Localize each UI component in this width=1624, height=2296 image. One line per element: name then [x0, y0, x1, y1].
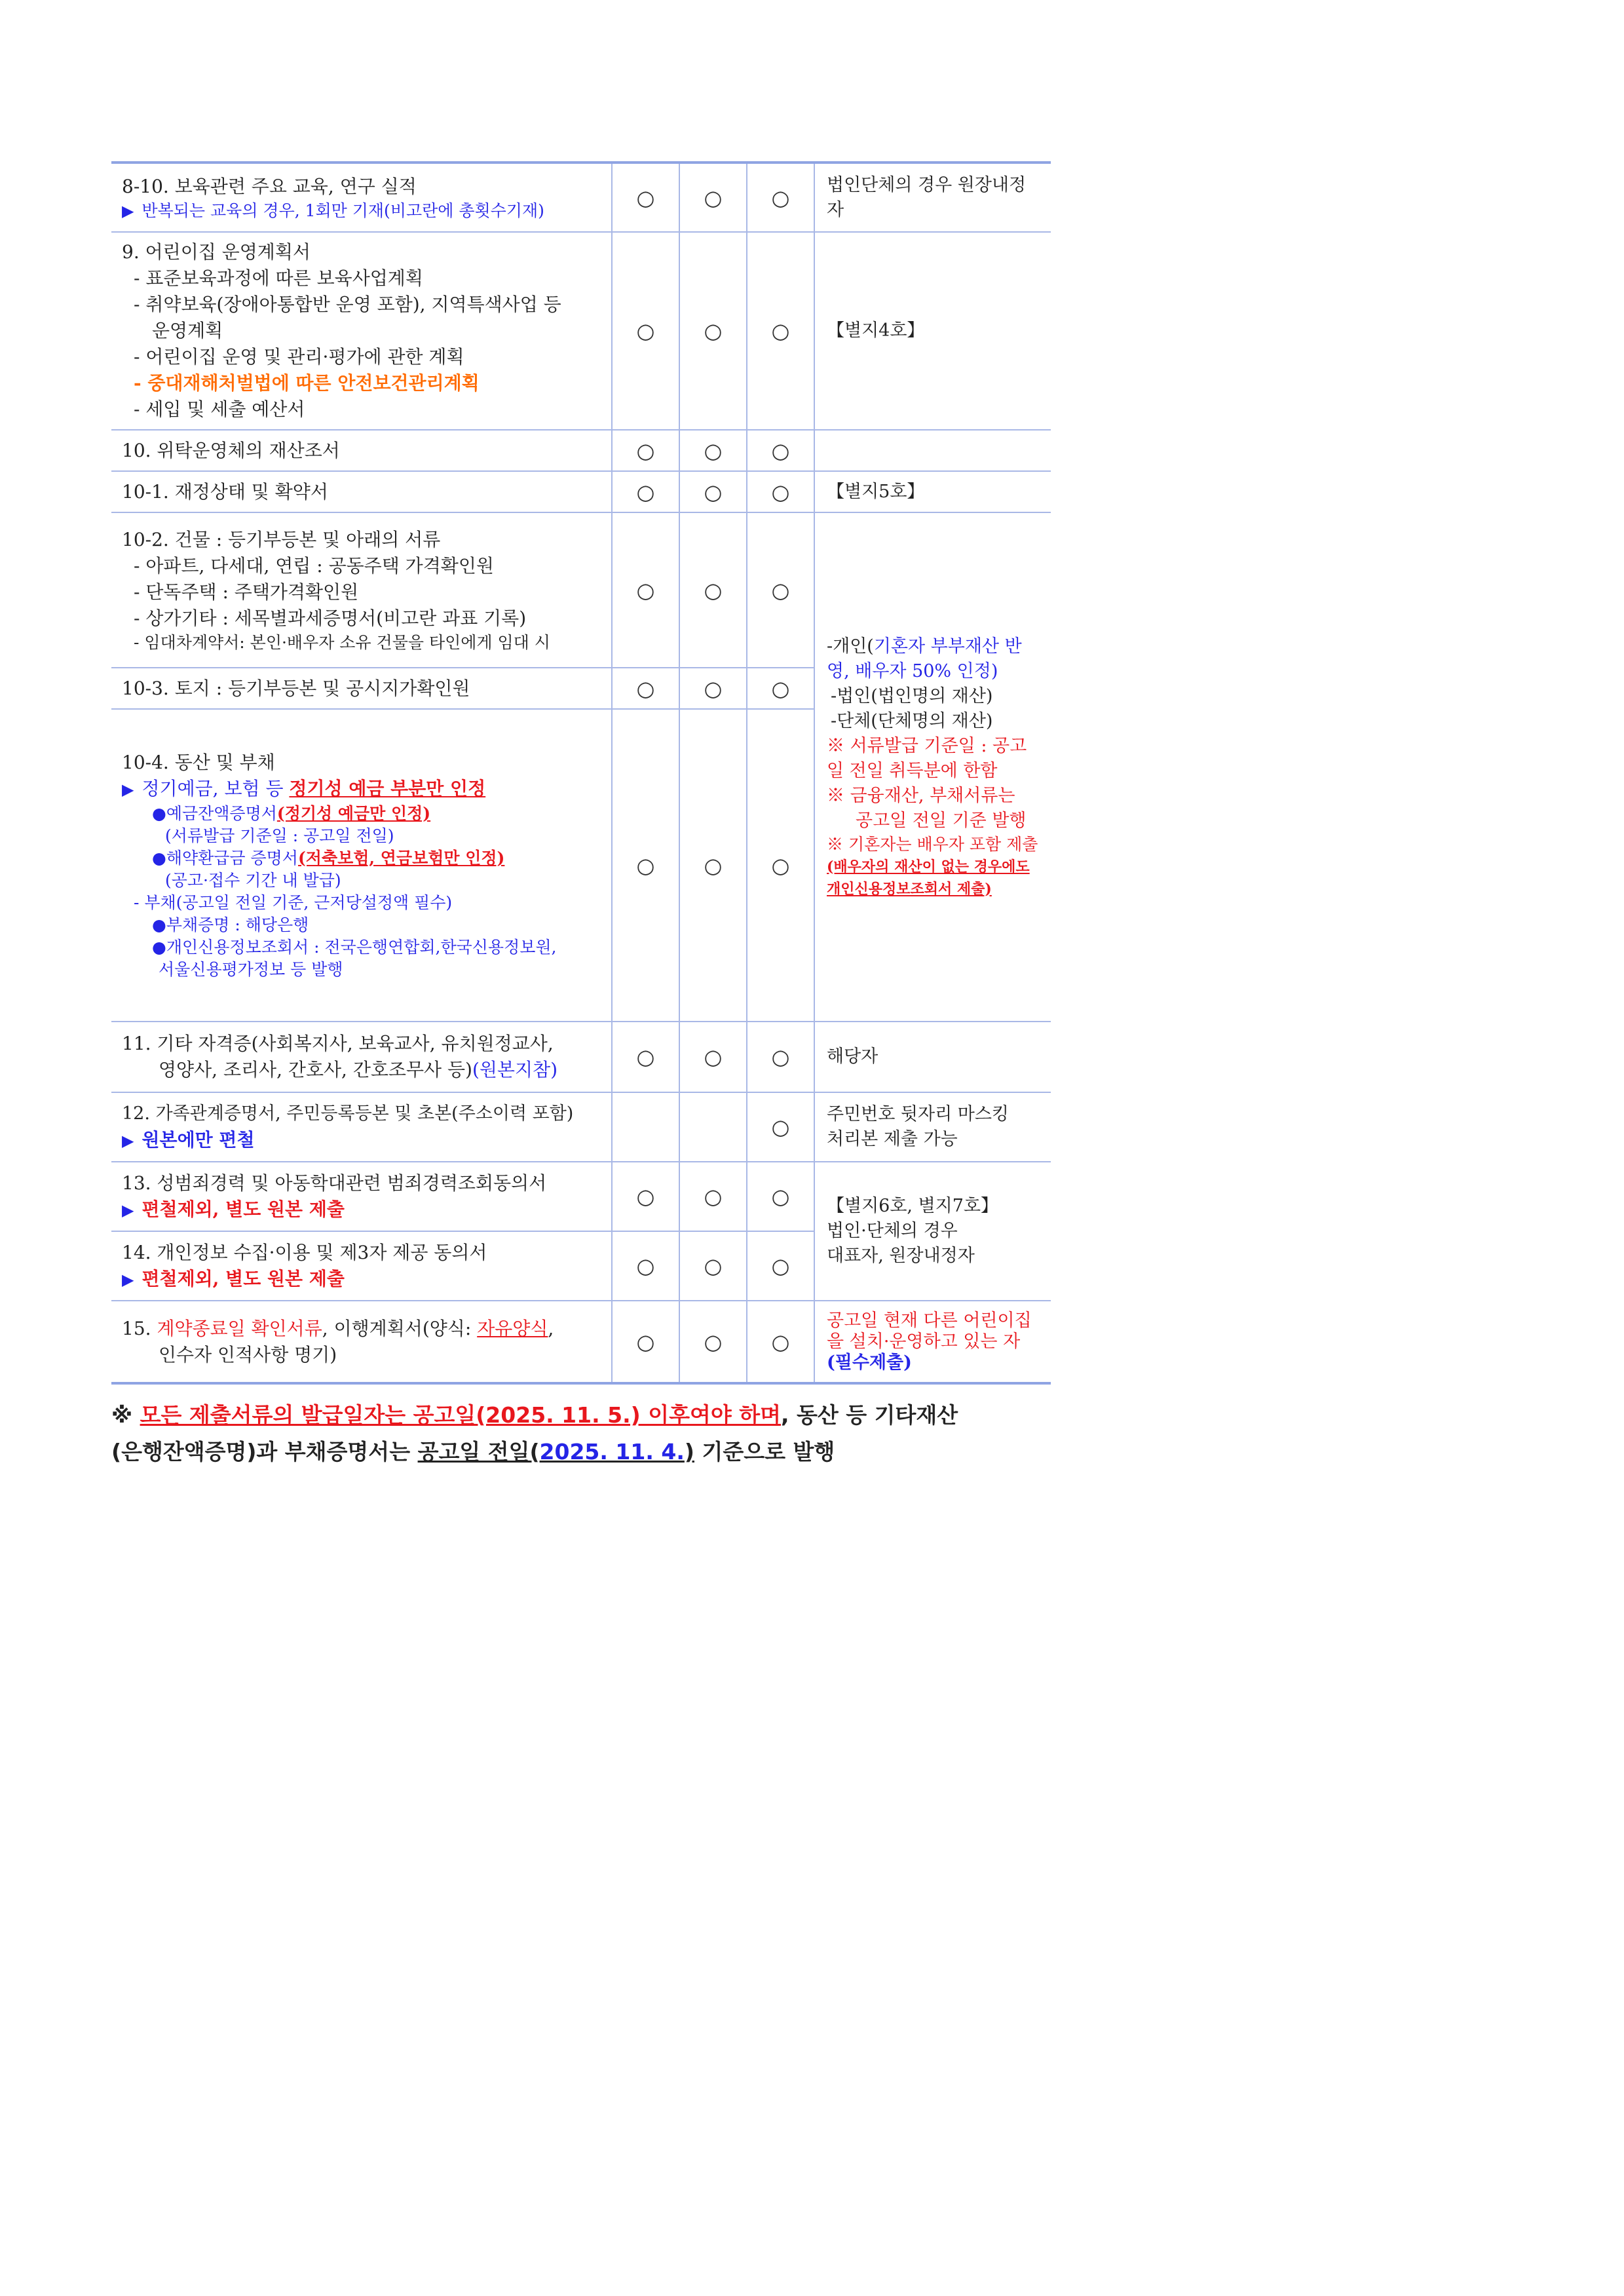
mark-cell: ○	[747, 471, 814, 512]
item-subnote	[122, 1196, 602, 1223]
mark-cell: ○	[747, 1231, 814, 1301]
mark-cell	[612, 1092, 679, 1162]
mark-cell: ○	[612, 1162, 679, 1231]
item-title: 10. 위탁운영체의 재산조서	[122, 439, 340, 461]
item-line: ●예금잔액증명서(정기성 예금만 인정)	[152, 804, 431, 823]
note-cell	[814, 1092, 1051, 1162]
note-line: ※ 금융재산, 부채서류는	[827, 785, 1015, 806]
item-line: (서류발급 기준일 : 공고일 전일)	[165, 826, 394, 845]
note-cell: 【별지4호】	[814, 232, 1051, 430]
item-subnote	[122, 1127, 602, 1154]
triangle-icon: ▶	[122, 201, 134, 220]
reference-mark: ※	[111, 1402, 133, 1428]
mark-cell: ○	[679, 1022, 747, 1092]
mark-cell: ○	[612, 471, 679, 512]
mark-cell: ○	[747, 668, 814, 709]
item-cell	[111, 232, 612, 430]
mark-cell: ○	[679, 512, 747, 668]
triangle-icon: ▶	[122, 1200, 134, 1219]
mark-cell: ○	[612, 709, 679, 1022]
item-title: 10-2. 건물 : 등기부등본 및 아래의 서류	[122, 528, 441, 550]
note-line: 을 설치·운영하고 있는 자	[827, 1331, 1021, 1352]
item-subnote-text: 원본에만 편철	[142, 1128, 255, 1151]
footer-notice	[111, 1397, 1051, 1470]
mark-cell: ○	[747, 1162, 814, 1231]
item-cell	[111, 1231, 612, 1301]
mark-cell: ○	[679, 232, 747, 430]
note-line: 주민번호 뒷자리 마스킹	[827, 1104, 1009, 1124]
item-line: ●개인신용정보조회서 : 전국은행연합회,한국신용정보원,	[152, 938, 557, 957]
mark-cell: ○	[679, 1301, 747, 1383]
note-cell	[814, 1301, 1051, 1383]
footer-date: 2025. 11. 4.	[539, 1439, 685, 1464]
item-cell	[111, 471, 612, 512]
item-line-text: 정기예금, 보험 등	[142, 778, 284, 799]
item-title: 11. 기타 자격증(사회복지사, 보육교사, 유치원정교사,	[122, 1033, 554, 1054]
footer-line-2	[111, 1434, 1051, 1470]
item-line-red: 계약종료일 확인서류	[157, 1317, 322, 1339]
note-line: -개인(기혼자 부부재산 반	[827, 636, 1022, 657]
mark-cell: ○	[612, 163, 679, 232]
document-checklist-table	[111, 161, 1051, 1385]
footer-text: , 동산 등 기타재산	[780, 1402, 958, 1428]
mark-cell: ○	[747, 1022, 814, 1092]
item-line: (공고·접수 기간 내 발급)	[165, 871, 341, 890]
footer-underlined: 공고일 전일(2025. 11. 4.)	[417, 1439, 694, 1464]
note-line: -단체(단체명의 재산)	[831, 710, 993, 731]
mark-cell: ○	[679, 709, 747, 1022]
triangle-icon: ▶	[122, 1131, 134, 1150]
item-line: 영양사, 조리사, 간호사, 간호조무사 등)(원본지참)	[159, 1059, 557, 1081]
item-line-red-underlined: 자유양식	[477, 1317, 548, 1339]
item-title: 8-10. 보육관련 주요 교육, 연구 실적	[122, 175, 417, 197]
mark-cell: ○	[747, 512, 814, 668]
item-line: - 어린이집 운영 및 관리·평가에 관한 계획	[134, 346, 464, 368]
mark-cell: ○	[612, 1022, 679, 1092]
mark-cell: ○	[747, 1301, 814, 1383]
item-line: 인수자 인적사항 명기)	[159, 1343, 337, 1366]
item-title: 15. 계약종료일 확인서류, 이행계획서(양식: 자유양식,	[122, 1317, 554, 1339]
item-cell	[111, 1092, 612, 1162]
item-line	[122, 776, 602, 803]
triangle-icon: ▶	[122, 780, 134, 799]
item-line: - 표준보육과정에 따른 보육사업계획	[134, 267, 423, 289]
footer-line-1	[111, 1397, 1051, 1434]
table-row	[111, 232, 1051, 430]
item-title: 13. 성범죄경력 및 아동학대관련 범죄경력조회동의서	[122, 1172, 547, 1194]
table-row	[111, 1022, 1051, 1092]
note-line: ※ 서류발급 기준일 : 공고	[827, 735, 1027, 756]
item-cell	[111, 163, 612, 232]
note-line: 영, 배우자 50% 인정)	[827, 660, 998, 681]
item-subnote-text: 편철제외, 별도 원본 제출	[142, 1198, 345, 1220]
note-cell: 【별지5호】	[814, 471, 1051, 512]
mark-cell: ○	[747, 1092, 814, 1162]
note-cell	[814, 430, 1051, 471]
mark-cell: ○	[747, 430, 814, 471]
table-row	[111, 1301, 1051, 1383]
item-line: ●해약환급금 증명서(저축보험, 연금보험만 인정)	[152, 849, 505, 868]
item-subnote	[122, 200, 602, 222]
mark-cell: ○	[612, 1301, 679, 1383]
footer-text: (은행잔액증명)과 부채증명서는	[111, 1439, 411, 1464]
property-note-cell	[814, 512, 1051, 1022]
table-row	[111, 430, 1051, 471]
item-cell	[111, 668, 612, 709]
item-title: 14. 개인정보 수집·이용 및 제3자 제공 동의서	[122, 1241, 487, 1263]
note-line: (배우자의 재산이 없는 경우에도	[827, 858, 1030, 875]
item-title: 10-4. 동산 및 부채	[122, 752, 275, 773]
note-line: ※ 기혼자는 배우자 포함 제출	[827, 834, 1038, 854]
item-line: - 취약보육(장애아통합반 운영 포함), 지역특색사업 등	[134, 294, 561, 315]
item-title: 9. 어린이집 운영계획서	[122, 241, 311, 263]
mark-cell	[679, 1092, 747, 1162]
mark-cell: ○	[747, 709, 814, 1022]
item-line-emphasis: 정기성 예금 부분만 인정	[289, 778, 486, 799]
mark-cell: ○	[679, 1231, 747, 1301]
mark-cell: ○	[612, 1231, 679, 1301]
mark-cell: ○	[612, 430, 679, 471]
item-line-highlight: - 중대재해처벌법에 따른 안전보건관리계획	[134, 372, 480, 394]
note-line: -법인(법인명의 재산)	[831, 685, 993, 706]
note-cell: 법인단체의 경우 원장내정자	[814, 163, 1051, 232]
table-row	[111, 163, 1051, 232]
table-row	[111, 1092, 1051, 1162]
item-line-emphasis: (저축보험, 연금보험만 인정)	[297, 849, 505, 868]
mark-cell: ○	[747, 232, 814, 430]
item-line: - 단독주택 : 주택가격확인원	[134, 581, 359, 603]
note-line: 대표자, 원장내정자	[827, 1246, 975, 1266]
note-line: 공고일 현재 다른 어린이집	[827, 1310, 1032, 1331]
note-line: 법인·단체의 경우	[827, 1221, 958, 1241]
item-line: ●부채증명 : 해당은행	[152, 915, 309, 934]
note-line: 개인신용정보조회서 제출)	[827, 880, 992, 898]
mark-cell: ○	[747, 163, 814, 232]
item-line: - 상가기타 : 세목별과세증명서(비고란 과표 기록)	[134, 607, 527, 629]
item-cell	[111, 709, 612, 1022]
note-line: 공고일 전일 기준 발행	[856, 810, 1027, 831]
item-line: - 임대차계약서: 본인·배우자 소유 건물을 타인에게 임대 시	[134, 632, 550, 652]
item-title: 10-1. 재정상태 및 확약서	[122, 480, 328, 503]
table-row	[111, 471, 1051, 512]
item-line: - 아파트, 다세대, 연립 : 공동주택 가격확인원	[134, 554, 494, 577]
mark-cell: ○	[612, 668, 679, 709]
item-cell	[111, 512, 612, 668]
mark-cell: ○	[679, 163, 747, 232]
item-line: 서울신용평가정보 등 발행	[159, 960, 343, 979]
item-subnote	[122, 1266, 602, 1293]
mark-cell: ○	[679, 1162, 747, 1231]
footer-red-text: 모든 제출서류의 발급일자는 공고일(2025. 11. 5.) 이후여야 하며	[140, 1402, 781, 1428]
consent-note-cell	[814, 1162, 1051, 1301]
table-row	[111, 1162, 1051, 1231]
mark-cell: ○	[612, 512, 679, 668]
mark-cell: ○	[679, 668, 747, 709]
footer-text: 기준으로 발행	[694, 1439, 835, 1464]
item-cell	[111, 1022, 612, 1092]
note-line-blue: 기혼자 부부재산 반	[873, 636, 1022, 657]
item-cell	[111, 1162, 612, 1231]
item-line-emphasis: (정기성 예금만 인정)	[276, 804, 431, 823]
item-line-blue: (원본지참)	[472, 1059, 557, 1081]
item-line: 운영계획	[152, 320, 223, 341]
item-subnote-text: 편철제외, 별도 원본 제출	[142, 1267, 345, 1290]
item-title: 12. 가족관계증명서, 주민등록등본 및 초본(주소이력 포함)	[122, 1103, 574, 1124]
item-subnote-text: 반복되는 교육의 경우, 1회만 기재(비고란에 총횟수기재)	[142, 201, 544, 220]
note-line: (필수제출)	[827, 1352, 912, 1373]
note-line: 일 전일 취득분에 한함	[827, 760, 998, 781]
note-line: 처리본 제출 가능	[827, 1129, 958, 1149]
mark-cell: ○	[679, 430, 747, 471]
mark-cell: ○	[612, 232, 679, 430]
item-cell	[111, 430, 612, 471]
note-line: 【별지6호, 별지7호】	[827, 1196, 999, 1216]
item-line: - 세입 및 세출 예산서	[134, 398, 305, 420]
mark-cell: ○	[679, 471, 747, 512]
item-line: - 부채(공고일 전일 기준, 근저당설정액 필수)	[134, 893, 453, 912]
triangle-icon: ▶	[122, 1270, 134, 1289]
item-cell	[111, 1301, 612, 1383]
item-title: 10-3. 토지 : 등기부등본 및 공시지가확인원	[122, 677, 470, 699]
note-cell: 해당자	[814, 1022, 1051, 1092]
table-row	[111, 512, 1051, 668]
